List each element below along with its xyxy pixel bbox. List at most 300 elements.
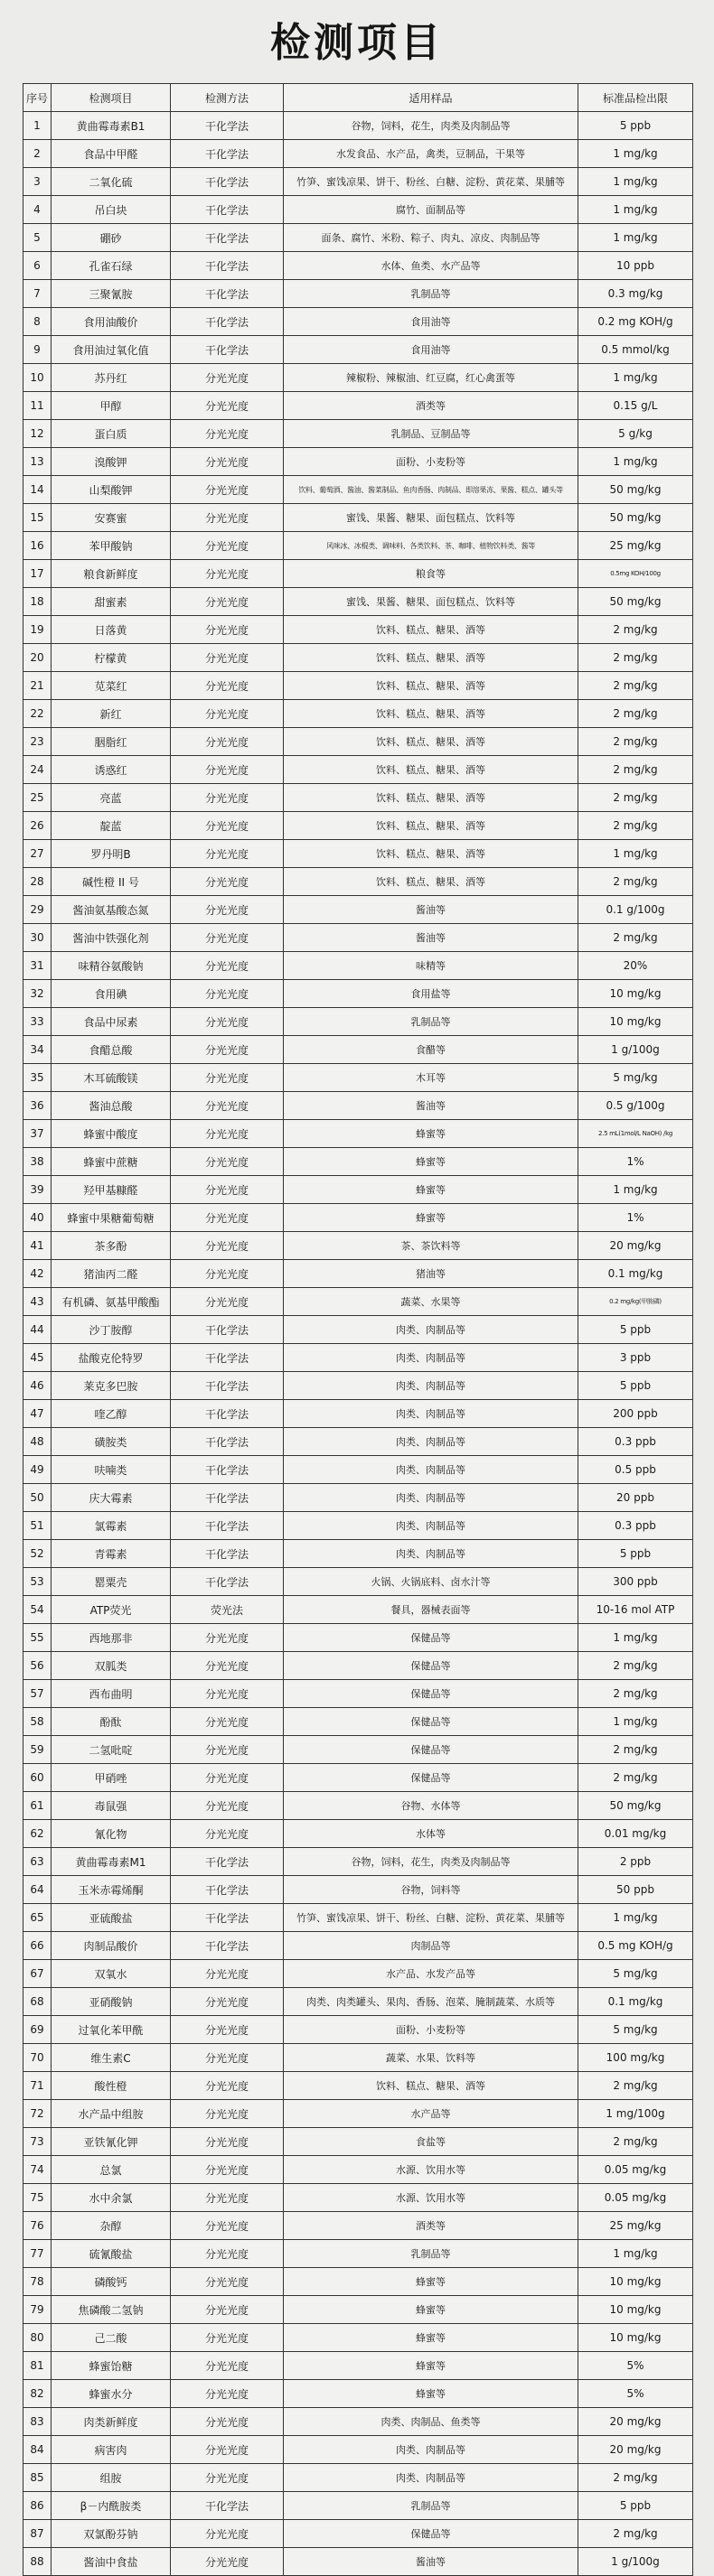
cell-no: 2 (23, 140, 52, 168)
cell-no: 83 (23, 2408, 52, 2436)
table-row (23, 784, 693, 812)
cell-sample: 谷物，饲料，花生，肉类及肉制品等 (284, 1848, 578, 1876)
table-row (23, 728, 693, 756)
cell-item: 西布曲明 (52, 1680, 171, 1708)
cell-no: 30 (23, 924, 52, 952)
cell-no: 65 (23, 1904, 52, 1932)
cell-sample: 猪油等 (284, 1260, 578, 1288)
cell-item: 磺胺类 (52, 1428, 171, 1456)
cell-item: 庆大霉素 (52, 1484, 171, 1512)
cell-item: 苯甲酸钠 (52, 532, 171, 560)
cell-method: 干化学法 (171, 280, 284, 308)
cell-no: 32 (23, 980, 52, 1008)
cell-limit: 1% (578, 1148, 693, 1176)
cell-limit: 50 mg/kg (578, 588, 693, 616)
cell-limit: 300 ppb (578, 1568, 693, 1596)
cell-item: 黄曲霉毒素M1 (52, 1848, 171, 1876)
cell-method: 荧光法 (171, 1596, 284, 1624)
cell-method: 分光光度 (171, 2296, 284, 2324)
table-row (23, 2156, 693, 2184)
cell-item: 甜蜜素 (52, 588, 171, 616)
cell-method: 分光光度 (171, 1148, 284, 1176)
cell-limit: 2 mg/kg (578, 616, 693, 644)
cell-method: 干化学法 (171, 1932, 284, 1960)
cell-limit: 0.05 mg/kg (578, 2156, 693, 2184)
table-row (23, 2492, 693, 2520)
cell-no: 5 (23, 224, 52, 252)
table-row (23, 1680, 693, 1708)
cell-sample: 食醋等 (284, 1036, 578, 1064)
cell-sample: 味精等 (284, 952, 578, 980)
cell-no: 20 (23, 644, 52, 672)
cell-no: 86 (23, 2492, 52, 2520)
cell-limit: 2 mg/kg (578, 1764, 693, 1792)
cell-sample: 肉制品等 (284, 1932, 578, 1960)
table-row (23, 2548, 693, 2576)
cell-sample: 饮料、糕点、糖果、酒等 (284, 728, 578, 756)
cell-method: 干化学法 (171, 1568, 284, 1596)
cell-method: 分光光度 (171, 2548, 284, 2576)
cell-item: 毒鼠强 (52, 1792, 171, 1820)
cell-limit: 2 mg/kg (578, 924, 693, 952)
cell-method: 分光光度 (171, 2044, 284, 2072)
table-row (23, 1316, 693, 1344)
cell-sample: 肉类、肉制品等 (284, 2436, 578, 2464)
cell-method: 分光光度 (171, 840, 284, 868)
cell-limit: 2 mg/kg (578, 1652, 693, 1680)
cell-method: 分光光度 (171, 1008, 284, 1036)
cell-method: 分光光度 (171, 1624, 284, 1652)
cell-limit: 2 mg/kg (578, 2128, 693, 2156)
cell-sample: 酒类等 (284, 2212, 578, 2240)
table-row (23, 2240, 693, 2268)
cell-sample: 食用盐等 (284, 980, 578, 1008)
cell-no: 42 (23, 1260, 52, 1288)
cell-method: 干化学法 (171, 1876, 284, 1904)
cell-sample: 酱油等 (284, 2548, 578, 2576)
cell-limit: 25 mg/kg (578, 532, 693, 560)
table-row (23, 1596, 693, 1624)
cell-method: 分光光度 (171, 952, 284, 980)
cell-no: 54 (23, 1596, 52, 1624)
cell-method: 分光光度 (171, 1260, 284, 1288)
cell-method: 分光光度 (171, 588, 284, 616)
cell-item: 黄曲霉毒素B1 (52, 112, 171, 140)
cell-sample: 肉类、肉制品等 (284, 1484, 578, 1512)
cell-item: 莱克多巴胺 (52, 1372, 171, 1400)
cell-no: 43 (23, 1288, 52, 1316)
cell-sample: 蔬菜、水果等 (284, 1288, 578, 1316)
table-row (23, 252, 693, 280)
table-row (23, 1624, 693, 1652)
cell-sample: 肉类、肉制品等 (284, 1512, 578, 1540)
cell-limit: 1 mg/kg (578, 1176, 693, 1204)
cell-limit: 10 mg/kg (578, 2268, 693, 2296)
table-body (23, 112, 693, 2576)
cell-sample: 面条、腐竹、米粉、粽子、肉丸、凉皮、肉制品等 (284, 224, 578, 252)
cell-no: 28 (23, 868, 52, 896)
cell-sample: 蜜饯、果酱、糖果、面包糕点、饮料等 (284, 588, 578, 616)
table-row (23, 2268, 693, 2296)
table-row (23, 980, 693, 1008)
cell-item: 硼砂 (52, 224, 171, 252)
cell-method: 分光光度 (171, 2268, 284, 2296)
cell-method: 干化学法 (171, 252, 284, 280)
cell-no: 39 (23, 1176, 52, 1204)
cell-no: 68 (23, 1988, 52, 2016)
cell-no: 60 (23, 1764, 52, 1792)
cell-limit: 1 mg/kg (578, 1904, 693, 1932)
cell-method: 分光光度 (171, 504, 284, 532)
cell-sample: 保健品等 (284, 1736, 578, 1764)
cell-item: 蜂蜜中果糖葡萄糖 (52, 1204, 171, 1232)
cell-sample: 饮料、糕点、糖果、酒等 (284, 812, 578, 840)
table-row (23, 1036, 693, 1064)
cell-item: 酱油中铁强化剂 (52, 924, 171, 952)
cell-item: 安赛蜜 (52, 504, 171, 532)
table-row (23, 1848, 693, 1876)
cell-no: 82 (23, 2380, 52, 2408)
cell-no: 78 (23, 2268, 52, 2296)
cell-sample: 水体、鱼类、水产品等 (284, 252, 578, 280)
cell-no: 34 (23, 1036, 52, 1064)
cell-method: 分光光度 (171, 2240, 284, 2268)
test-items-table (23, 83, 693, 2576)
cell-limit: 0.1 g/100g (578, 896, 693, 924)
header-limit: 标准品检出限 (578, 84, 693, 112)
cell-limit: 0.1 mg/kg (578, 1260, 693, 1288)
table-row (23, 1708, 693, 1736)
cell-no: 3 (23, 168, 52, 196)
cell-no: 13 (23, 448, 52, 476)
cell-no: 11 (23, 392, 52, 420)
cell-no: 74 (23, 2156, 52, 2184)
cell-no: 81 (23, 2352, 52, 2380)
cell-limit: 1 mg/kg (578, 168, 693, 196)
cell-item: 罂粟壳 (52, 1568, 171, 1596)
cell-limit: 5 ppb (578, 2492, 693, 2520)
cell-no: 87 (23, 2520, 52, 2548)
cell-item: 吊白块 (52, 196, 171, 224)
header-item: 检测项目 (52, 84, 171, 112)
cell-no: 14 (23, 476, 52, 504)
cell-item: 日落黄 (52, 616, 171, 644)
cell-sample: 乳制品等 (284, 2492, 578, 2520)
cell-method: 分光光度 (171, 2016, 284, 2044)
cell-sample: 食盐等 (284, 2128, 578, 2156)
cell-method: 干化学法 (171, 2492, 284, 2520)
cell-method: 分光光度 (171, 1652, 284, 1680)
cell-no: 51 (23, 1512, 52, 1540)
table-row (23, 2380, 693, 2408)
cell-item: 溴酸钾 (52, 448, 171, 476)
cell-limit: 0.01 mg/kg (578, 1820, 693, 1848)
cell-item: 食品中甲醛 (52, 140, 171, 168)
table-row (23, 2184, 693, 2212)
cell-item: 玉米赤霉烯酮 (52, 1876, 171, 1904)
cell-item: 己二酸 (52, 2324, 171, 2352)
table-row (23, 1428, 693, 1456)
cell-method: 分光光度 (171, 448, 284, 476)
cell-no: 29 (23, 896, 52, 924)
cell-item: 茶多酚 (52, 1232, 171, 1260)
cell-sample: 食用油等 (284, 336, 578, 364)
cell-method: 分光光度 (171, 1792, 284, 1820)
cell-limit: 1 mg/100g (578, 2100, 693, 2128)
cell-sample: 酒类等 (284, 392, 578, 420)
table-row (23, 364, 693, 392)
cell-sample: 谷物，饲料等 (284, 1876, 578, 1904)
cell-item: 甲醇 (52, 392, 171, 420)
cell-no: 23 (23, 728, 52, 756)
cell-no: 73 (23, 2128, 52, 2156)
cell-item: 氰化物 (52, 1820, 171, 1848)
cell-no: 50 (23, 1484, 52, 1512)
cell-no: 10 (23, 364, 52, 392)
cell-no: 25 (23, 784, 52, 812)
cell-no: 24 (23, 756, 52, 784)
cell-sample: 饮料、糕点、糖果、酒等 (284, 840, 578, 868)
cell-item: 组胺 (52, 2464, 171, 2492)
cell-limit: 5% (578, 2352, 693, 2380)
cell-no: 55 (23, 1624, 52, 1652)
cell-method: 干化学法 (171, 1848, 284, 1876)
header-method: 检测方法 (171, 84, 284, 112)
cell-item: 亚硫酸盐 (52, 1904, 171, 1932)
cell-item: 苋菜红 (52, 672, 171, 700)
cell-limit: 5 ppb (578, 1316, 693, 1344)
cell-item: 粮食新鲜度 (52, 560, 171, 588)
cell-limit: 0.3 ppb (578, 1512, 693, 1540)
cell-limit: 20 mg/kg (578, 2408, 693, 2436)
cell-limit: 50 mg/kg (578, 476, 693, 504)
cell-no: 19 (23, 616, 52, 644)
cell-limit: 2 mg/kg (578, 2520, 693, 2548)
cell-no: 41 (23, 1232, 52, 1260)
cell-limit: 1 mg/kg (578, 1624, 693, 1652)
cell-sample: 蜂蜜等 (284, 1148, 578, 1176)
table-row (23, 504, 693, 532)
cell-item: 呋喃类 (52, 1456, 171, 1484)
cell-no: 69 (23, 2016, 52, 2044)
cell-item: 双氧水 (52, 1960, 171, 1988)
cell-method: 分光光度 (171, 1064, 284, 1092)
table-header-row (23, 84, 693, 112)
cell-no: 49 (23, 1456, 52, 1484)
cell-method: 分光光度 (171, 2324, 284, 2352)
cell-method: 分光光度 (171, 2352, 284, 2380)
cell-no: 76 (23, 2212, 52, 2240)
cell-sample: 茶、茶饮料等 (284, 1232, 578, 1260)
table-row (23, 2128, 693, 2156)
cell-method: 干化学法 (171, 1428, 284, 1456)
cell-item: 蜂蜜中酸度 (52, 1120, 171, 1148)
cell-no: 58 (23, 1708, 52, 1736)
cell-item: 杂醇 (52, 2212, 171, 2240)
cell-sample: 蜂蜜等 (284, 2324, 578, 2352)
cell-limit: 0.5 mmol/kg (578, 336, 693, 364)
table-row (23, 392, 693, 420)
cell-sample: 饮料、糕点、糖果、酒等 (284, 700, 578, 728)
table-row (23, 1764, 693, 1792)
cell-no: 52 (23, 1540, 52, 1568)
cell-item: 双胍类 (52, 1652, 171, 1680)
cell-limit: 1 mg/kg (578, 1708, 693, 1736)
cell-limit: 2 mg/kg (578, 784, 693, 812)
cell-item: 羟甲基糠醛 (52, 1176, 171, 1204)
table-row (23, 1484, 693, 1512)
cell-method: 分光光度 (171, 560, 284, 588)
cell-method: 分光光度 (171, 644, 284, 672)
cell-limit: 10-16 mol ATP (578, 1596, 693, 1624)
cell-item: 食用油酸价 (52, 308, 171, 336)
table-row (23, 1876, 693, 1904)
table-row (23, 420, 693, 448)
cell-sample: 蜂蜜等 (284, 1176, 578, 1204)
cell-limit: 200 ppb (578, 1400, 693, 1428)
cell-method: 分光光度 (171, 1120, 284, 1148)
cell-item: 甲硝唑 (52, 1764, 171, 1792)
cell-no: 35 (23, 1064, 52, 1092)
cell-method: 分光光度 (171, 2408, 284, 2436)
cell-limit: 0.05 mg/kg (578, 2184, 693, 2212)
cell-method: 分光光度 (171, 2520, 284, 2548)
cell-no: 64 (23, 1876, 52, 1904)
cell-sample: 乳制品等 (284, 2240, 578, 2268)
cell-limit: 1 mg/kg (578, 140, 693, 168)
cell-sample: 饮料、糕点、糖果、酒等 (284, 868, 578, 896)
table-row (23, 952, 693, 980)
table-row (23, 1148, 693, 1176)
cell-item: 盐酸克伦特罗 (52, 1344, 171, 1372)
cell-no: 62 (23, 1820, 52, 1848)
cell-item: 病害肉 (52, 2436, 171, 2464)
cell-method: 分光光度 (171, 756, 284, 784)
cell-item: 蜂蜜中蔗糖 (52, 1148, 171, 1176)
cell-sample: 酱油等 (284, 1092, 578, 1120)
table-row (23, 476, 693, 504)
cell-item: 总氯 (52, 2156, 171, 2184)
table-row (23, 2352, 693, 2380)
cell-no: 53 (23, 1568, 52, 1596)
cell-limit: 0.5mg KOH/100g (578, 560, 693, 588)
cell-sample: 蜂蜜等 (284, 2296, 578, 2324)
cell-item: 酱油氨基酸态氮 (52, 896, 171, 924)
table-row (23, 1512, 693, 1540)
cell-no: 61 (23, 1792, 52, 1820)
table-row (23, 1400, 693, 1428)
cell-limit: 2 mg/kg (578, 2072, 693, 2100)
cell-no: 1 (23, 112, 52, 140)
cell-sample: 蜂蜜等 (284, 2380, 578, 2408)
cell-item: 三聚氰胺 (52, 280, 171, 308)
cell-item: 亚硝酸钠 (52, 1988, 171, 2016)
cell-sample: 饮料、葡萄酒、酱油、酱菜制品、鱼肉香肠、肉制品、即溶果冻、果酱、糕点、罐头等 (284, 476, 578, 504)
cell-sample: 肉类、肉制品等 (284, 1344, 578, 1372)
cell-limit: 100 mg/kg (578, 2044, 693, 2072)
cell-sample: 肉类、肉类罐头、果肉、香肠、泡菜、腌制蔬菜、水质等 (284, 1988, 578, 2016)
cell-item: 食用油过氧化值 (52, 336, 171, 364)
cell-sample: 辣椒粉、辣椒油、红豆腐，红心禽蛋等 (284, 364, 578, 392)
cell-sample: 肉类、肉制品等 (284, 1456, 578, 1484)
cell-no: 16 (23, 532, 52, 560)
cell-item: 孔雀石绿 (52, 252, 171, 280)
table-row (23, 140, 693, 168)
cell-no: 8 (23, 308, 52, 336)
table-row (23, 1008, 693, 1036)
cell-method: 分光光度 (171, 1988, 284, 2016)
cell-item: 肉类新鲜度 (52, 2408, 171, 2436)
table-row (23, 196, 693, 224)
cell-item: 猪油丙二醛 (52, 1260, 171, 1288)
cell-limit: 10 mg/kg (578, 2324, 693, 2352)
cell-sample: 肉类、肉制品、鱼类等 (284, 2408, 578, 2436)
cell-sample: 肉类、肉制品等 (284, 1400, 578, 1428)
cell-no: 18 (23, 588, 52, 616)
cell-no: 59 (23, 1736, 52, 1764)
cell-limit: 20% (578, 952, 693, 980)
cell-item: 水产品中组胺 (52, 2100, 171, 2128)
cell-item: 氯霉素 (52, 1512, 171, 1540)
cell-method: 分光光度 (171, 2436, 284, 2464)
cell-limit: 5 mg/kg (578, 1960, 693, 1988)
table-row (23, 1204, 693, 1232)
cell-item: 有机磷、氨基甲酸酯 (52, 1288, 171, 1316)
cell-sample: 风味冰、冰棍类、调味料、各类饮料、茶、咖啡、植物饮料类、酱等 (284, 532, 578, 560)
cell-item: 山梨酸钾 (52, 476, 171, 504)
cell-sample: 火锅、火锅底料、卤水汁等 (284, 1568, 578, 1596)
cell-item: 食醋总酸 (52, 1036, 171, 1064)
page-title: 检测项目 (270, 20, 444, 66)
table-row (23, 2016, 693, 2044)
table-row (23, 1092, 693, 1120)
cell-sample: 饮料、糕点、糖果、酒等 (284, 2072, 578, 2100)
cell-item: 过氧化苯甲酰 (52, 2016, 171, 2044)
cell-method: 分光光度 (171, 2128, 284, 2156)
table-row (23, 2324, 693, 2352)
table-row (23, 1372, 693, 1400)
cell-no: 27 (23, 840, 52, 868)
table-row (23, 336, 693, 364)
table-row (23, 1960, 693, 1988)
cell-no: 40 (23, 1204, 52, 1232)
table-row (23, 616, 693, 644)
cell-method: 分光光度 (171, 1036, 284, 1064)
cell-no: 71 (23, 2072, 52, 2100)
cell-limit: 0.5 ppb (578, 1456, 693, 1484)
cell-item: 硫氰酸盐 (52, 2240, 171, 2268)
cell-method: 分光光度 (171, 1960, 284, 1988)
table-row (23, 2464, 693, 2492)
cell-method: 干化学法 (171, 1316, 284, 1344)
cell-limit: 5 mg/kg (578, 2016, 693, 2044)
cell-no: 84 (23, 2436, 52, 2464)
cell-item: 维生素C (52, 2044, 171, 2072)
cell-item: 二氧化硫 (52, 168, 171, 196)
table-row (23, 756, 693, 784)
cell-sample: 肉类、肉制品等 (284, 2464, 578, 2492)
cell-no: 77 (23, 2240, 52, 2268)
cell-sample: 保健品等 (284, 1680, 578, 1708)
cell-sample: 水产品等 (284, 2100, 578, 2128)
cell-item: 酸性橙 (52, 2072, 171, 2100)
cell-sample: 肉类、肉制品等 (284, 1428, 578, 1456)
table-row (23, 1120, 693, 1148)
cell-sample: 水源、饮用水等 (284, 2156, 578, 2184)
cell-limit: 2 mg/kg (578, 1680, 693, 1708)
cell-sample: 餐具，器械表面等 (284, 1596, 578, 1624)
cell-method: 干化学法 (171, 1344, 284, 1372)
